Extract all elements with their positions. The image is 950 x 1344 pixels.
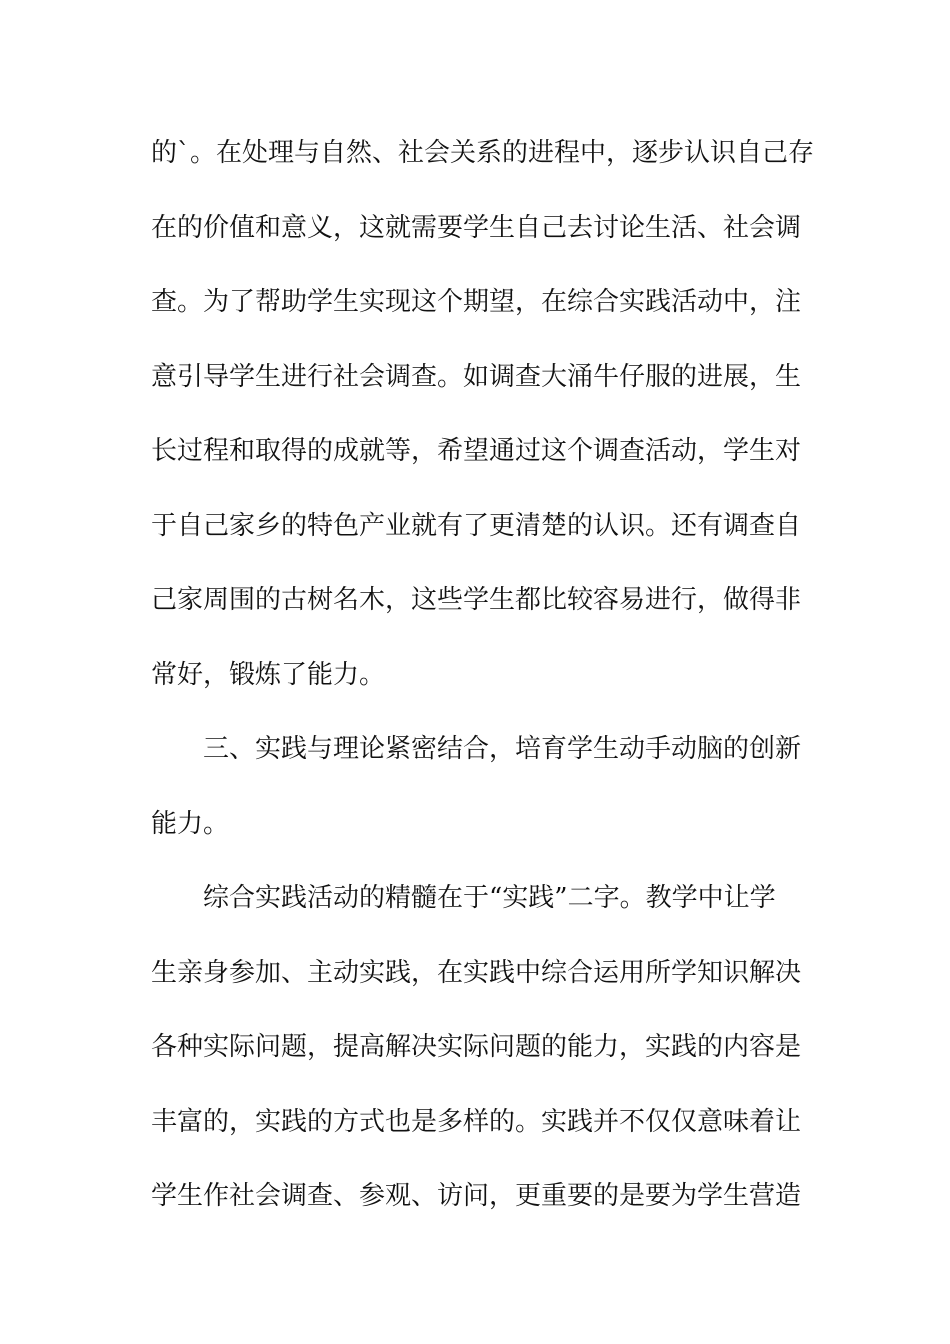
text-line: 查。为了帮助学生实现这个期望，在综合实践活动中，注	[151, 287, 802, 317]
text-line: 综合实践活动的精髓在于“实践”二字。教学中让学	[203, 883, 776, 913]
section-heading-continuation: 能力。	[151, 808, 230, 839]
text-line: 长过程和取得的成就等，希望通过这个调查活动，学生对	[151, 436, 802, 466]
document-body	[151, 116, 815, 1234]
section-heading: 三、实践与理论紧密结合，培育学生动手动脑的创新	[203, 734, 802, 764]
text-line: 丰富的，实践的方式也是多样的。实践并不仅仅意味着让	[151, 1106, 802, 1137]
text-line: 常好，锻炼了能力。	[151, 659, 386, 690]
text-line: 生亲身参加、主动实践，在实践中综合运用所学知识解决	[151, 957, 802, 988]
text-line: 己家周围的古树名木，这些学生都比较容易进行，做得非	[151, 585, 802, 615]
text-line: 在的价值和意义，这就需要学生自己去讨论生活、社会调	[151, 212, 802, 243]
text-line: 于自己家乡的特色产业就有了更清楚的认识。还有调查自	[151, 510, 802, 541]
text-line: 的`。在处理与自然、社会关系的进程中，逐步认识自己存	[151, 138, 815, 168]
text-line: 学生作社会调查、参观、访问，更重要的是要为学生营造	[151, 1181, 802, 1211]
text-line: 各种实际问题，提高解决实际问题的能力，实践的内容是	[151, 1032, 802, 1062]
text-line: 意引导学生进行社会调查。如调查大涌牛仔服的进展，生	[151, 361, 802, 392]
